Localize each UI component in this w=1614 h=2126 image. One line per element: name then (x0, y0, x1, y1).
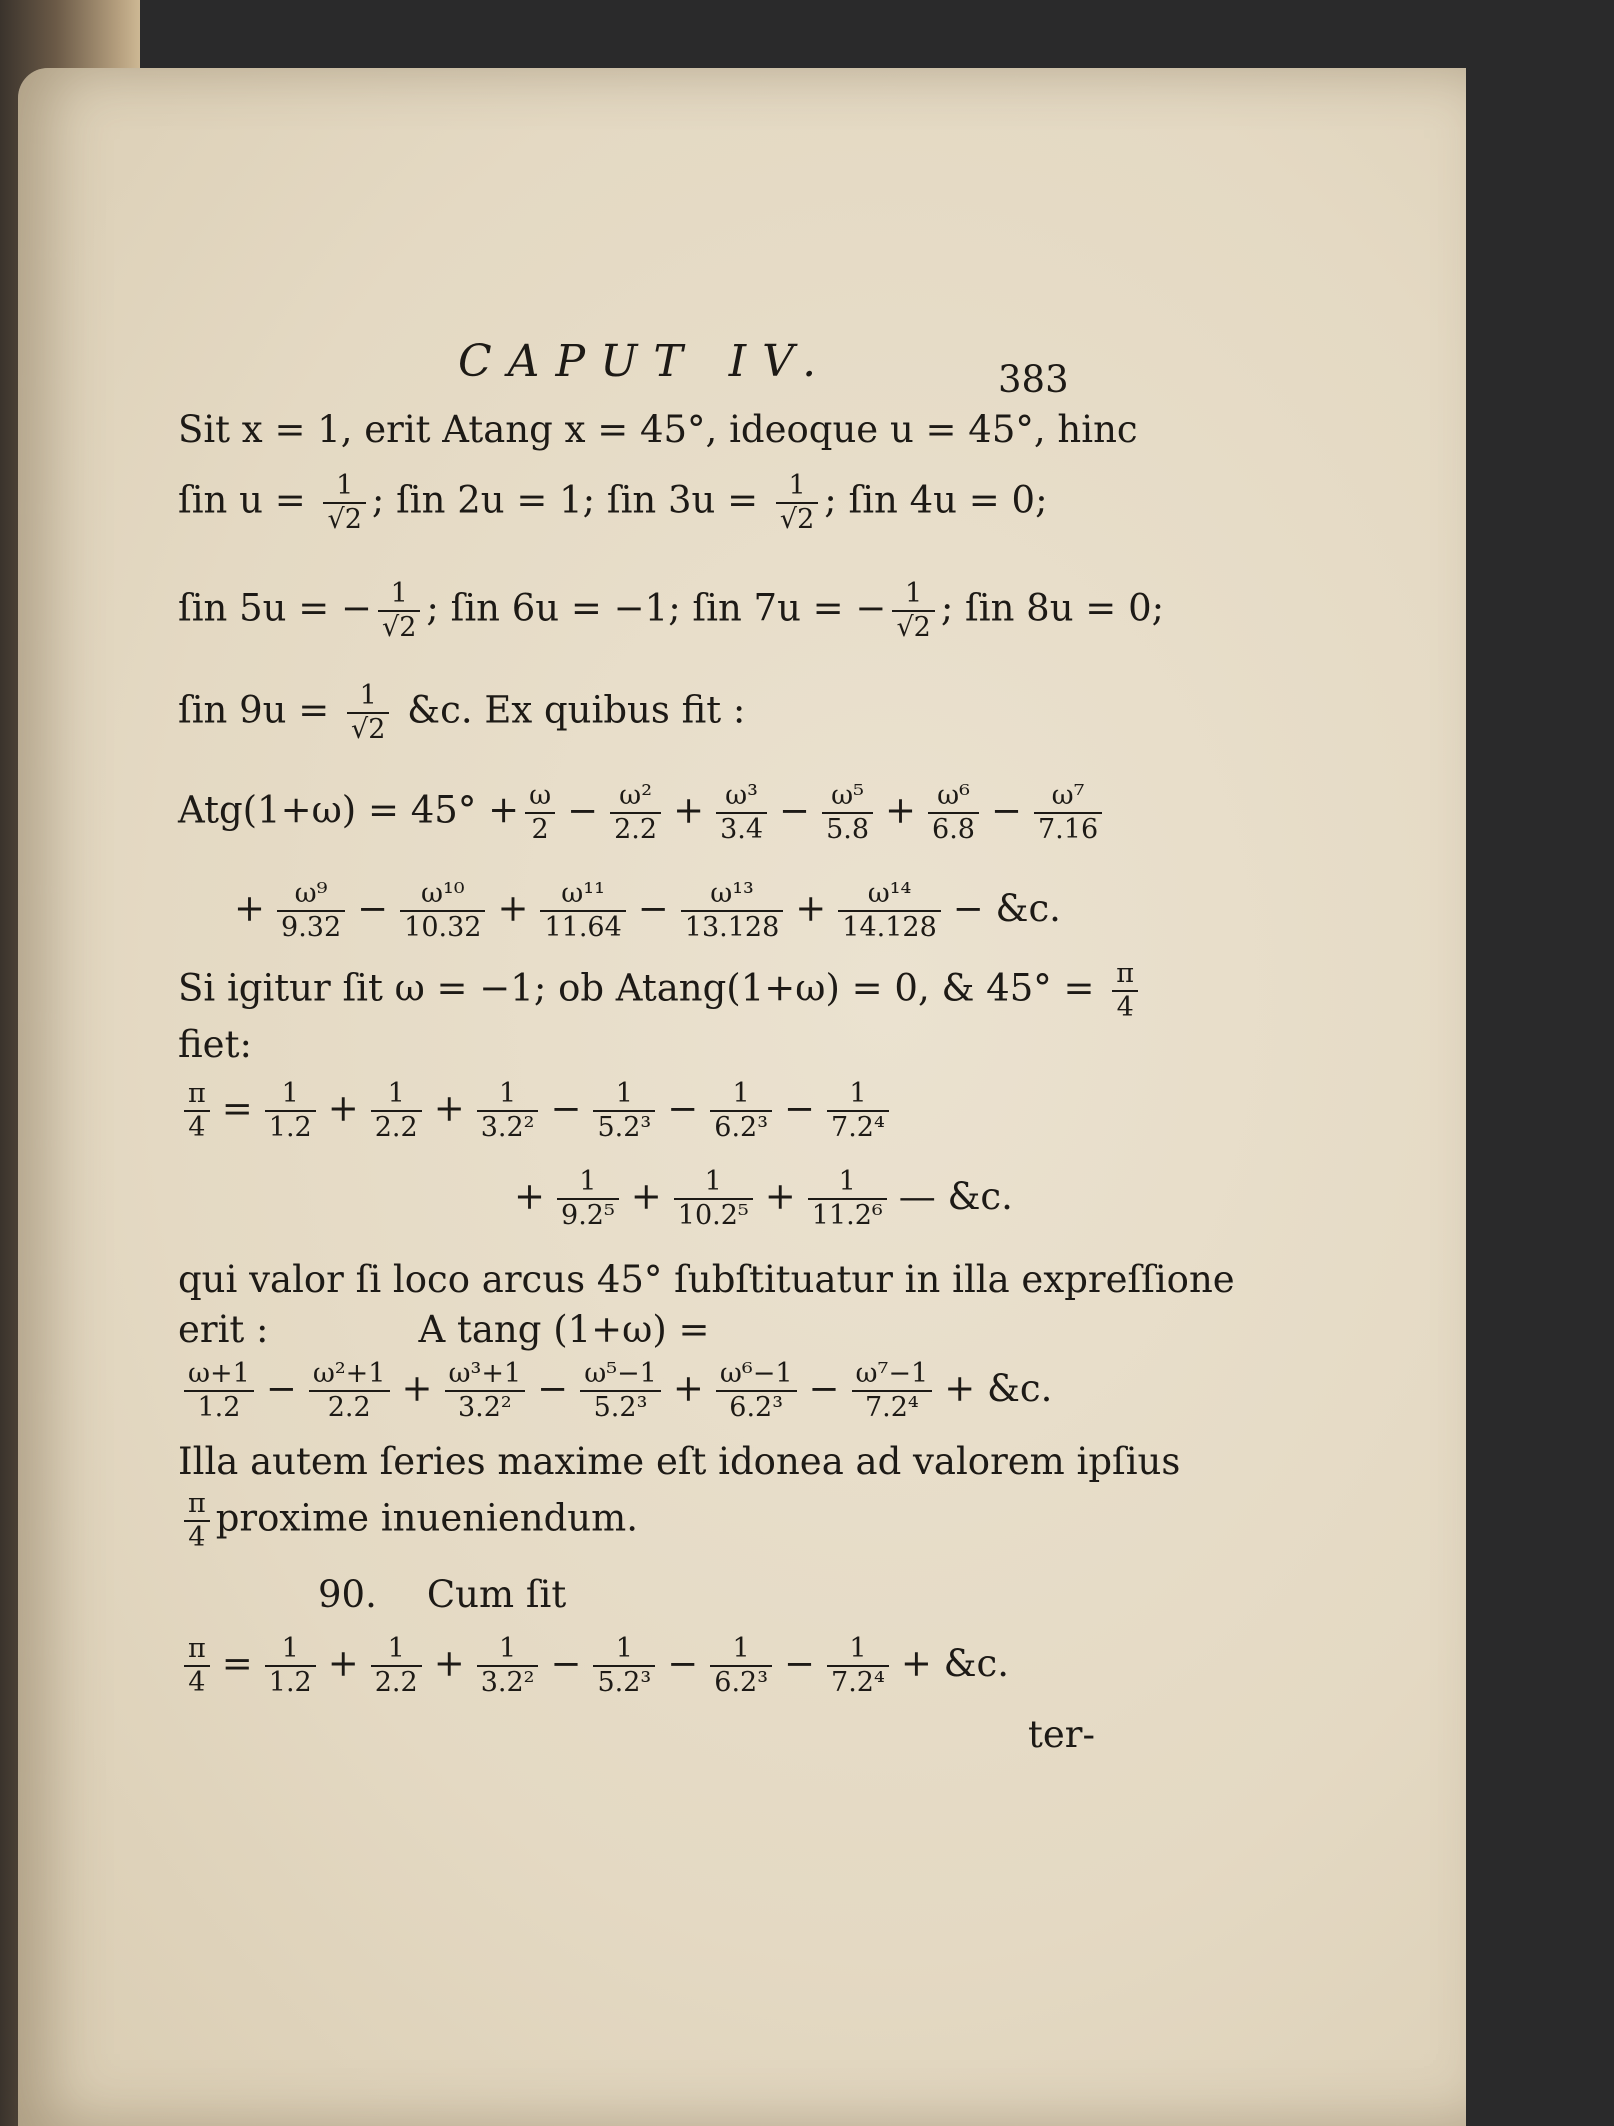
operator: − (808, 1366, 840, 1410)
operator: − (357, 886, 389, 930)
fraction: $\frac{1}{√2}$ (892, 578, 934, 644)
operator: + (764, 1174, 796, 1218)
fraction: $\frac{1}{2.2}$ (371, 1078, 422, 1144)
fraction: $\frac{\text{ω⁹}}{9.32}$ (277, 878, 345, 944)
operator: − (637, 886, 669, 930)
operator: + (327, 1086, 359, 1130)
text-line-substitute: Si igitur ſit ω = −1; ob Atang(1+ω) = 0, & 45° = $\frac{\pi}{4}$ (178, 958, 1144, 1024)
operator: + (514, 1174, 546, 1218)
fraction: $\frac{1}{\text{7.2⁴}}$ (827, 1633, 889, 1699)
fraction: $\frac{1}{\text{6.2³}}$ (710, 1078, 772, 1144)
operator: − (990, 788, 1022, 832)
sine-line-1: ſin u = $\frac{1}{√2}$ ; ſin 2u = 1; ſin 3u = $\frac{1}{√2}$ ; ſin 4u = 0; (178, 470, 1048, 535)
fraction: $\frac{1}{\text{3.2²}}$ (477, 1078, 539, 1144)
text-line-qui: qui valor ſi loco arcus 45° ſubſtituatur in illa expreſſione (178, 1258, 1235, 1301)
fraction: $\frac{\text{ω¹⁴}}{14.128}$ (838, 878, 940, 944)
fraction: $\frac{\text{ω¹¹}}{11.64}$ (540, 878, 625, 944)
sine-line-3: ſin 9u = $\frac{1}{√2}$ &c. Ex quibus fit : (178, 680, 746, 745)
operator: − (667, 1086, 699, 1130)
fraction: $\frac{\text{ω⁵}}{5.8}$ (822, 780, 873, 846)
operator: + (234, 886, 266, 930)
operator: + (327, 1641, 359, 1685)
fraction: $\frac{\text{ω¹³}}{13.128}$ (681, 878, 783, 944)
book-page (18, 68, 1466, 2126)
operator: − (537, 1366, 569, 1410)
operator: + (433, 1641, 465, 1685)
fraction: $\frac{\pi}{4}$ (184, 1488, 210, 1554)
operator: + (885, 788, 917, 832)
fraction: $\frac{\text{ω³}}{3.4}$ (716, 780, 767, 846)
operator: + (795, 886, 827, 930)
fraction: $\frac{\pi}{4}$ (184, 1078, 210, 1144)
q-series-line: $\frac{\omega+1}{1.2}$ − $\frac{\text{ω²+1}}{2.2}$ + $\frac{\text{ω³+1}}{\text{3.2²}}$ − $\frac{\text{ω⁵−1}}{\text{5.2³}}$ + $\frac{\text{ω⁶−1}}{\text{6.2³}}$ − $\frac{\text{ω⁷−1}}{\text{7.2⁴}}$ + &c. (178, 1358, 1058, 1424)
fraction: $\frac{1}{\text{5.2³}}$ (593, 1633, 655, 1699)
fraction: $\frac{1}{\text{5.2³}}$ (593, 1078, 655, 1144)
fraction: $\frac{\text{ω¹⁰}}{10.32}$ (400, 878, 485, 944)
atg-series-line-2: + $\frac{\text{ω⁹}}{9.32}$ − $\frac{\text{ω¹⁰}}{10.32}$ + $\frac{\text{ω¹¹}}{11.64}$ − $\frac{\text{ω¹³}}{13.128}$ + $\frac{\text{ω¹⁴}}{14.128}$ − &c. (234, 878, 1061, 943)
text-line-fiet: fiet: (178, 1023, 252, 1066)
fraction: $\frac{\text{ω²+1}}{2.2}$ (309, 1358, 390, 1424)
operator: − (779, 788, 811, 832)
operator: + (401, 1366, 433, 1410)
text-line-erit: erit : A tang (1+ω) = (178, 1308, 710, 1351)
fraction: $\frac{1}{\text{9.2⁵}}$ (557, 1166, 619, 1232)
operator: + (673, 788, 705, 832)
fraction: $\frac{\omega}{2}$ (525, 780, 555, 846)
operator: + (672, 1366, 704, 1410)
fraction: $\frac{\omega+1}{1.2}$ (184, 1358, 254, 1424)
fraction: $\frac{\pi}{4}$ (1112, 958, 1138, 1024)
atg-series-line-1: Atg(1+ω) = 45° + $\frac{\omega}{2}$ − $\frac{\text{ω²}}{2.2}$ + $\frac{\text{ω³}}{3.4}$ − $\frac{\text{ω⁵}}{5.8}$ + $\frac{\text{ω⁶}}{6.8}$ − $\frac{\text{ω⁷}}{7.16}$ (178, 780, 1108, 846)
text-line-1: Sit x = 1, erit Atang x = 45°, ideoque u = 45°, hinc (178, 408, 1138, 451)
fraction: $\frac{1}{√2}$ (323, 470, 365, 536)
fraction: $\frac{\text{ω⁵−1}}{\text{5.2³}}$ (580, 1358, 661, 1424)
operator: = (221, 1086, 253, 1130)
section-90: 90. Cum ſit (318, 1573, 567, 1616)
page-number: 383 (998, 358, 1069, 401)
fraction: $\frac{1}{2.2}$ (371, 1633, 422, 1699)
fraction: $\frac{1}{1.2}$ (265, 1633, 316, 1699)
fraction: $\frac{\text{ω²}}{2.2}$ (610, 780, 661, 846)
text-line-proxime: $\frac{\pi}{4}$ proxime inueniendum. (178, 1488, 638, 1554)
pi-series-line-1 (178, 1078, 895, 1144)
fraction: $\frac{1}{\text{7.2⁴}}$ (827, 1078, 889, 1144)
operator: − (265, 1366, 297, 1410)
operator: − (550, 1086, 582, 1130)
fraction: $\frac{1}{1.2}$ (265, 1078, 316, 1144)
fraction: $\frac{1}{\text{11.2⁶}}$ (808, 1166, 887, 1232)
fraction: $\frac{\text{ω⁷}}{7.16}$ (1034, 780, 1102, 846)
catchword: ter- (1028, 1713, 1095, 1756)
operator: − (667, 1641, 699, 1685)
fraction: $\frac{1}{√2}$ (776, 470, 818, 536)
fraction: $\frac{1}{√2}$ (378, 578, 420, 644)
fraction: $\frac{1}{\text{6.2³}}$ (710, 1633, 772, 1699)
operator: + (433, 1086, 465, 1130)
fraction: $\frac{1}{\text{3.2²}}$ (477, 1633, 539, 1699)
fraction: $\frac{1}{\text{10.2⁵}}$ (674, 1166, 753, 1232)
fraction: $\frac{\text{ω⁷−1}}{\text{7.2⁴}}$ (852, 1358, 933, 1424)
fraction: $\frac{1}{√2}$ (347, 680, 389, 746)
operator: + (497, 886, 529, 930)
fraction: $\frac{\pi}{4}$ (184, 1633, 210, 1699)
final-series-line: $\frac{\pi}{4}$ = $\frac{1}{1.2}$ + $\frac{1}{2.2}$ + $\frac{1}{\text{3.2²}}$ − $\frac{1}{\text{5.2³}}$ − $\frac{1}{\text{6.2³}}$ − $\frac{1}{\text{7.2⁴}}$ + &c. (178, 1633, 1015, 1699)
fraction: $\frac{\text{ω³+1}}{\text{3.2²}}$ (445, 1358, 526, 1424)
operator: − (784, 1086, 816, 1130)
operator: − (550, 1641, 582, 1685)
operator: − (784, 1641, 816, 1685)
running-head: CAPUT IV. (458, 336, 833, 387)
operator: + (630, 1174, 662, 1218)
pi-series-line-2: + $\frac{1}{\text{9.2⁵}}$ + $\frac{1}{\text{10.2⁵}}$ + $\frac{1}{\text{11.2⁶}}$ — &c. (514, 1166, 1013, 1231)
fraction: $\frac{\text{ω⁶}}{6.8}$ (928, 780, 979, 846)
sine-line-2: ſin 5u = − $\frac{1}{√2}$ ; ſin 6u = −1; ſin 7u = − $\frac{1}{√2}$ ; ſin 8u = 0; (178, 578, 1165, 643)
fraction: $\frac{\text{ω⁶−1}}{\text{6.2³}}$ (716, 1358, 797, 1424)
operator: − (567, 788, 599, 832)
operator: = (221, 1641, 253, 1685)
text-line-illa: Illa autem ſeries maxime eſt idonea ad valorem ipſius (178, 1440, 1181, 1483)
